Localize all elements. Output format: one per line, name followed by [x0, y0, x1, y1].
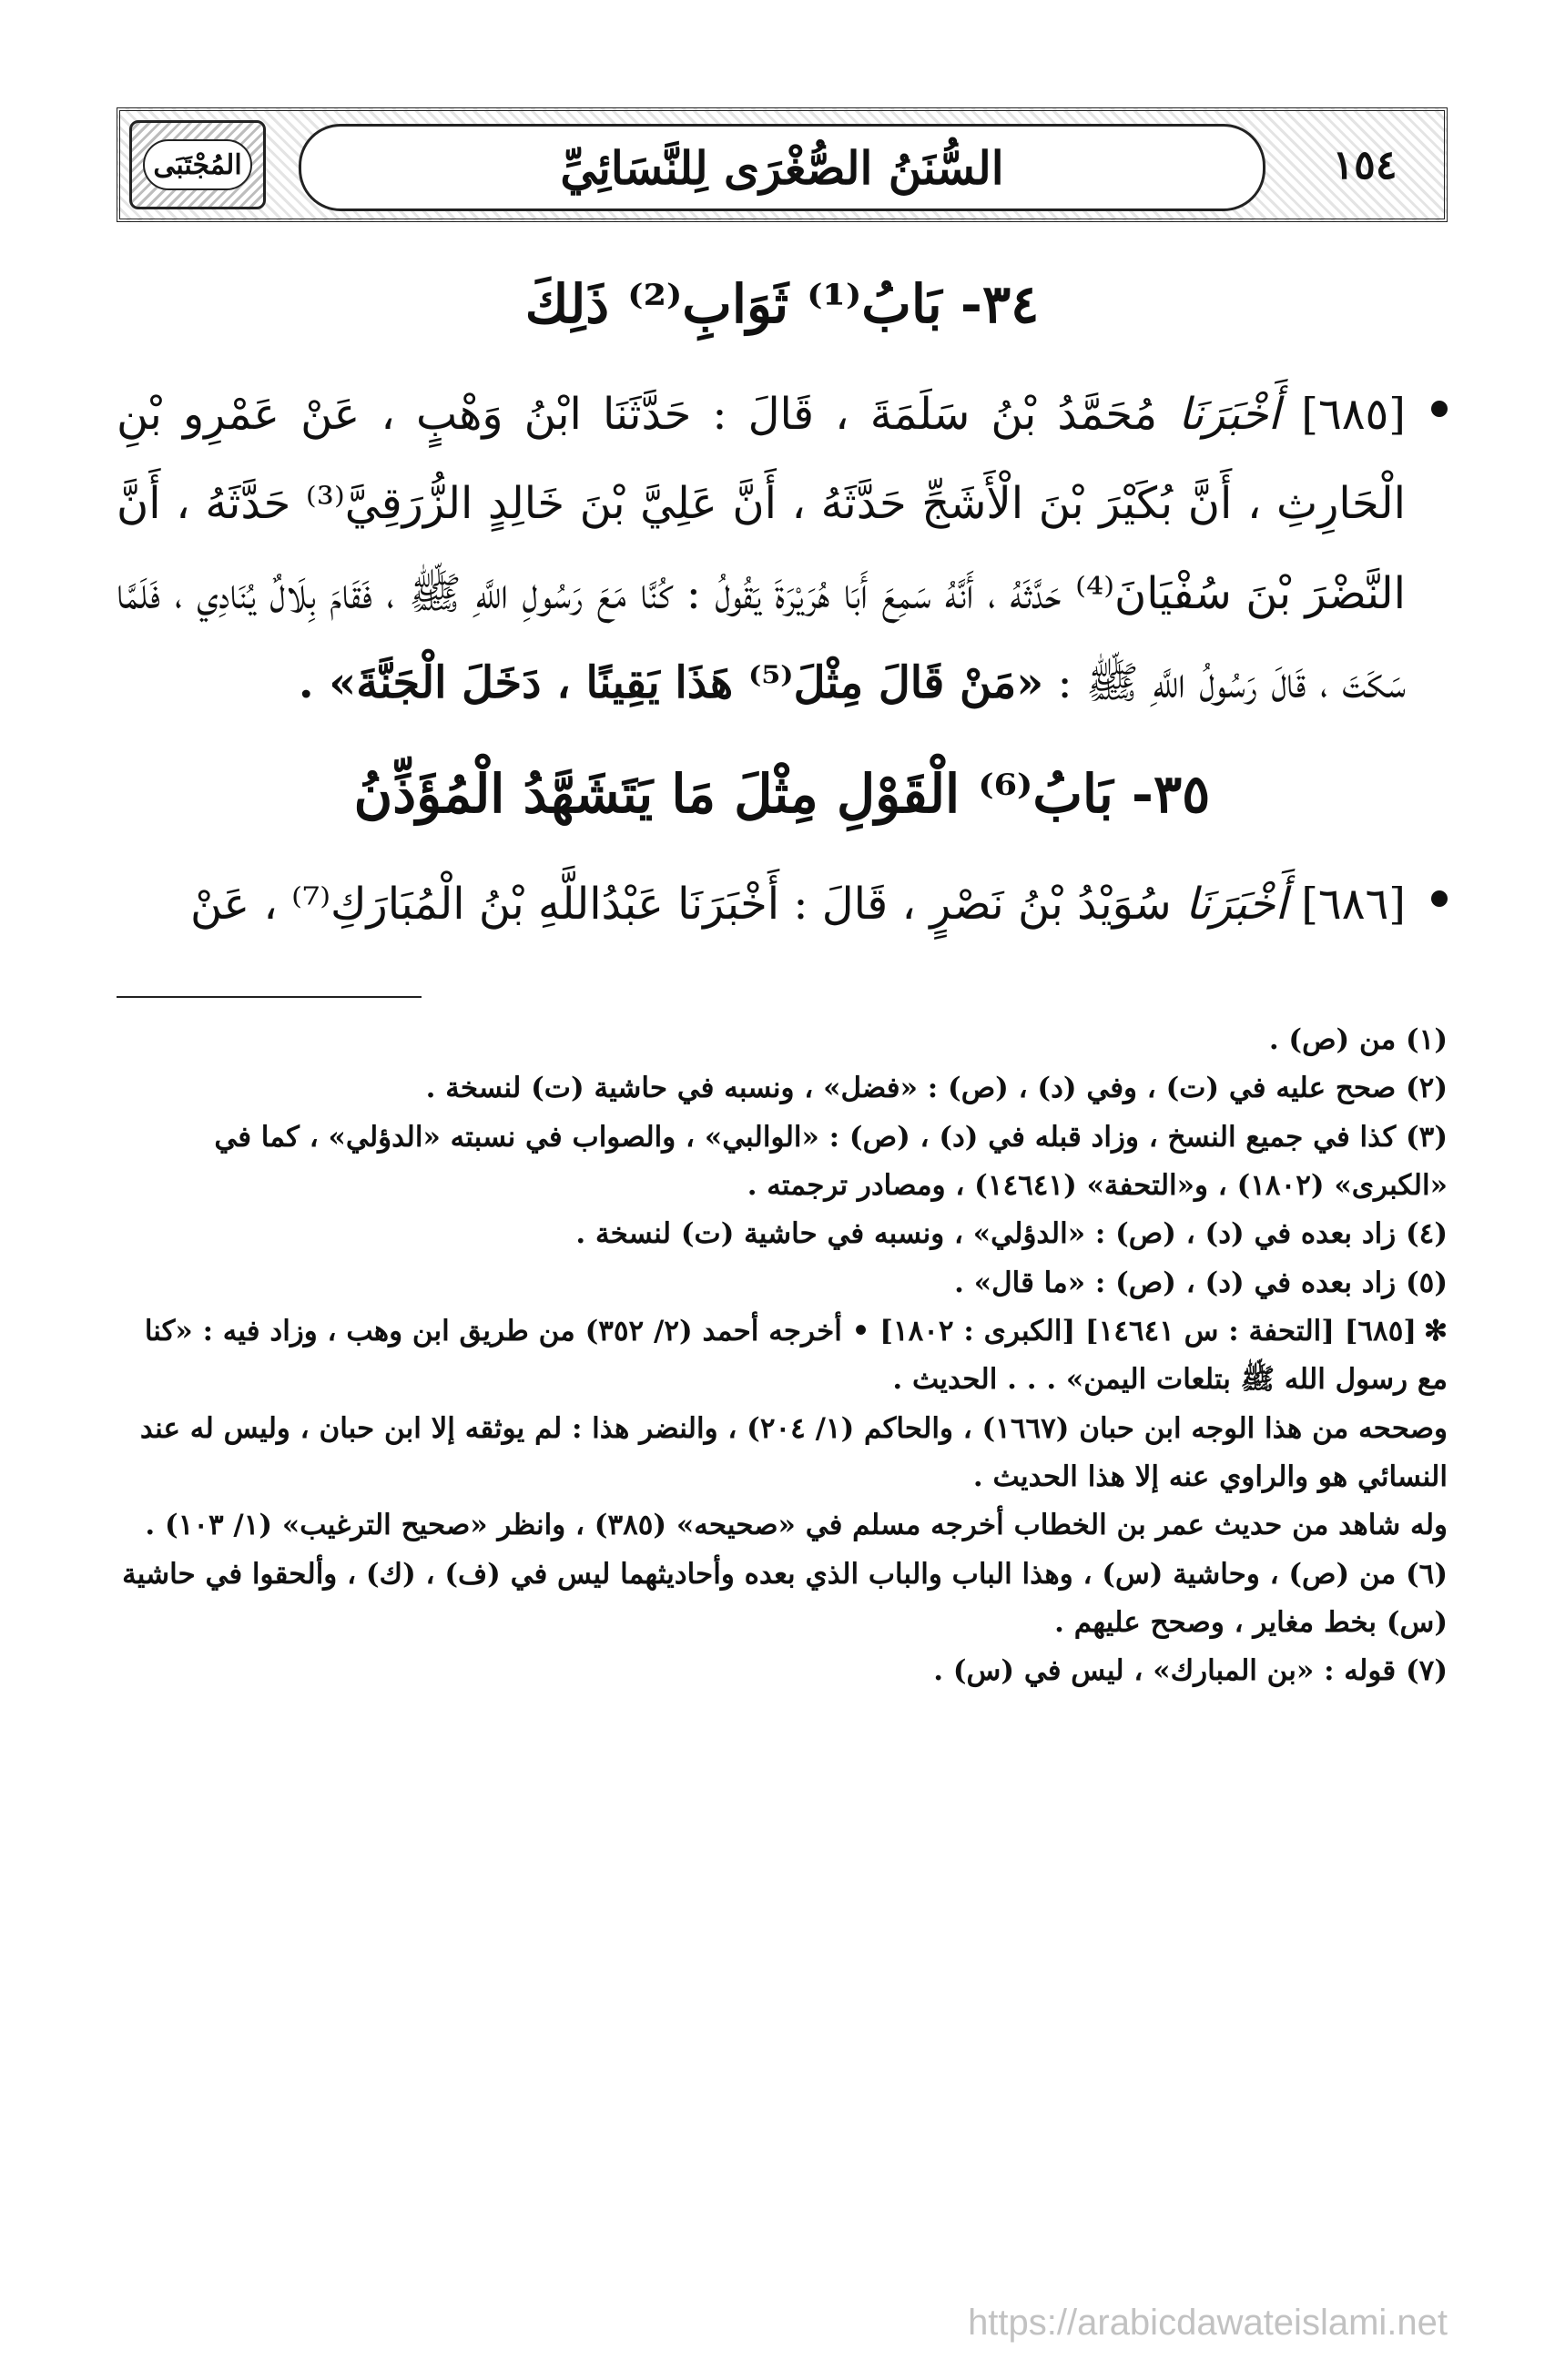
page-number: ١٥٤: [1332, 141, 1397, 188]
footnote-5: (٥) زاد بعده في (د) ، (ص) : «ما قال» .: [954, 1266, 1448, 1299]
hadith-opening: أَخْبَرَنَا: [1178, 389, 1281, 441]
asterisk-icon: ✻: [1424, 1315, 1448, 1348]
chapter-heading-34: ٣٤- بَابُ⁽¹⁾ ثَوَابِ⁽²⁾ ذَلِكَ: [524, 273, 1040, 335]
hadith-opening: أَخْبَرَنَا: [1184, 878, 1287, 930]
footnotes-group-b: [117, 1551, 1448, 1696]
bullet-icon: [1431, 401, 1448, 417]
hadith-matn: «مَنْ قَالَ مِثْلَ⁽⁵⁾ هَذَا يَقِينًا ، دَخَلَ الْجَنَّةَ» .: [298, 657, 1044, 709]
chapter-heading-35: ٣٥- بَابُ⁽⁶⁾ الْقَوْلِ مِثْلَ مَا يَتَشَهَّدُ الْمُؤَذِّنُ: [353, 762, 1211, 825]
takhrij-authentication: وصححه من هذا الوجه ابن حبان (١٦٦٧) ، والحاكم (١/ ٢٠٤) ، والنضر هذا : لم يوثقه إلا ابن حبان ، وليس له عند النسائي هو والراوي عنه إلا هذا الحديث .: [139, 1411, 1448, 1493]
hadith-number: [٦٨٦]: [1301, 878, 1406, 930]
header-title-cartouche: [299, 124, 1265, 211]
footnote-1: (١) من (ص) .: [1268, 1023, 1448, 1057]
hadith-text: مُحَمَّدُ بْنُ سَلَمَةَ ، قَالَ : حَدَّثَنَا ابْنُ وَهْبٍ ، عَنْ عَمْرِو بْنِ الْحَارِثِ ، أَنَّ بُكَيْرَ بْنَ الْأَشَجِّ حَدَّثَهُ ، أَنَّ عَلِيَّ بْنَ خَالِدٍ الزُّرَقِيَّ⁽³⁾ حَدَّثَهُ ، أَنَّ النَّضْرَ بْنَ سُفْيَانَ⁽⁴⁾ حَدَّثَهُ ، أَنَّهُ سَمِعَ أَبَا هُرَيْرَةَ يَقُولُ : كُنَّا مَعَ رَسُولِ اللَّهِ ﷺ ، فَقَامَ بِلَالٌ يُنَادِي ، فَلَمَّا سَكَتَ ، قَالَ رَسُولُ اللَّهِ ﷺ :: [117, 389, 1406, 709]
footnote-4: (٤) زاد بعده في (د) ، (ص) : «الدؤلي» ، ونسبه في حاشية (ت) لنسخة .: [575, 1217, 1448, 1251]
hadith-685: [117, 370, 1448, 728]
footnote-7: (٧) قوله : «بن المبارك» ، ليس في (س) .: [933, 1654, 1448, 1688]
footnotes-group-a: [117, 1016, 1448, 1307]
book-emblem-text: المُجْتَبَى: [143, 139, 252, 190]
hadith-number: [٦٨٥]: [1301, 389, 1407, 441]
footnote-separator: [117, 996, 422, 998]
hadith-686: [117, 859, 1448, 949]
footnote-3: (٣) كذا في جميع النسخ ، وزاد قبله في (د) ، (ص) : «الوالبي» ، والصواب في نسبته «الدؤلي» ، كما في «الكبرى» (١٨٠٢) ، و«التحفة» (١٤٦٤١) ، ومصادر ترجمته .: [214, 1120, 1448, 1203]
takhrij-685: [117, 1307, 1448, 1405]
bullet-icon: [1431, 890, 1448, 907]
hadith-text: سُوَيْدُ بْنُ نَصْرٍ ، قَالَ : أَخْبَرَنَا عَبْدُاللَّهِ بْنُ الْمُبَارَكِ⁽⁷⁾ ، عَنْ: [189, 878, 1172, 930]
takhrij-notes: [117, 1307, 1448, 1551]
book-title: السُّنَنُ الصُّغْرَى لِلنَّسَائِيِّ: [560, 140, 1004, 195]
page-header-frame: [117, 107, 1448, 222]
footnote-6: (٦) من (ص) ، وحاشية (س) ، وهذا الباب والباب الذي بعده وأحاديثهما ليس في (ف) ، (ك) ، وألحقوا في حاشية (س) بخط مغاير ، وصحح عليهم .: [122, 1557, 1448, 1639]
takhrij-text: [٦٨٥] [التحفة : س ١٤٦٤١] [الكبرى : ١٨٠٢] • أخرجه أحمد (٢/ ٣٥٢) من طريق ابن وهب ، وزاد فيه : «كنا مع رسول الله ﷺ بتلعات اليمن» . . . الحديث .: [144, 1315, 1448, 1397]
takhrij-witness: وله شاهد من حديث عمر بن الخطاب أخرجه مسلم في «صحيحه» (٣٨٥) ، وانظر «صحيح الترغيب» (١/ ١٠٣) .: [145, 1509, 1448, 1542]
book-emblem: [129, 120, 266, 209]
footnote-2: (٢) صحح عليه في (ت) ، وفي (د) ، (ص) : «فضل» ، ونسبه في حاشية (ت) لنسخة .: [425, 1072, 1448, 1105]
page-content: [117, 239, 1448, 1696]
source-watermark: https://arabicdawateislami.net: [968, 2303, 1448, 2343]
